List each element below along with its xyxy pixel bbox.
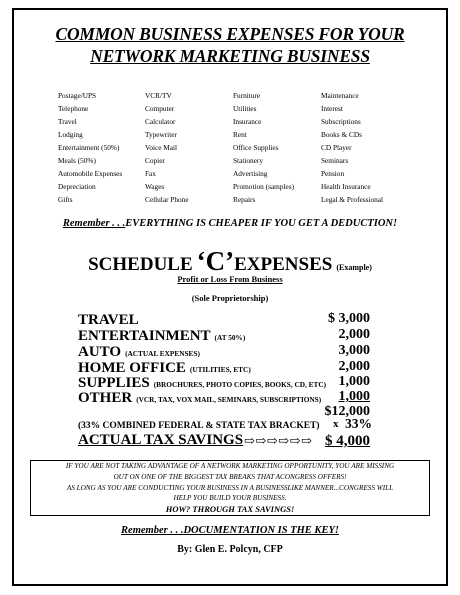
- schedule-c: ‘C’: [196, 246, 235, 276]
- expense-item: Insurance: [233, 117, 262, 126]
- expense-item: Calculator: [145, 117, 176, 126]
- row-label: OTHER: [78, 390, 133, 406]
- expense-item: Lodging: [58, 130, 83, 139]
- expense-item: Books & CDs: [321, 130, 362, 139]
- expense-grid: [58, 89, 423, 206]
- box-how: HOW?: [165, 504, 191, 515]
- expense-item: Postage/UPS: [58, 91, 97, 100]
- row-note: (BROCHURES, PHOTO COPIES, BOOKS, CD, ETC): [153, 380, 327, 389]
- expense-item: Health Insurance: [321, 182, 371, 191]
- expense-item: Office Supplies: [233, 143, 279, 152]
- row-label: TRAVEL: [78, 312, 139, 328]
- row-value: 2,000: [338, 359, 370, 374]
- subtitle-profit-loss: Profit or Loss From Business: [177, 274, 283, 284]
- expense-item: Computer: [145, 104, 175, 113]
- title-line-1: COMMON BUSINESS EXPENSES FOR YOUR: [55, 24, 405, 44]
- documentation-text: DOCUMENTATION IS THE KEY!: [183, 525, 339, 536]
- total-value: $12,000: [324, 404, 370, 419]
- box-line: IF YOU ARE NOT TAKING ADVANTAGE OF A NETWORK MARKETING OPPORTUNITY, YOU ARE MISSING: [65, 462, 395, 470]
- schedule-example: (Example): [336, 263, 372, 272]
- documentation-reminder: [0, 525, 460, 536]
- box-how-line: [31, 504, 429, 515]
- row-label: ENTERTAINMENT: [78, 328, 211, 344]
- deduction-text: EVERYTHING IS CHEAPER IF YOU GET A DEDUCTION!: [125, 218, 398, 229]
- expense-item: Gifts: [58, 195, 73, 204]
- expense-item: Pension: [321, 169, 345, 178]
- expense-item: Interest: [321, 104, 343, 113]
- expense-item: Travel: [58, 117, 77, 126]
- tax-percent: 33%: [345, 416, 372, 431]
- expense-item: Telephone: [58, 104, 89, 113]
- expense-item: Entertainment (50%): [58, 143, 120, 152]
- schedule-word: SCHEDULE: [88, 254, 193, 275]
- expense-item: Stationery: [233, 156, 263, 165]
- expense-item: Utilities: [233, 104, 257, 113]
- remember-prefix: Remember . . .: [62, 218, 126, 229]
- expense-item: Meals (50%): [58, 156, 96, 165]
- row-label: HOME OFFICE: [78, 360, 186, 376]
- author-credit: By: Glen E. Polcyn, CFP: [177, 544, 283, 555]
- schedule-expenses: EXPENSES: [234, 254, 333, 275]
- box-line: OUT ON ONE OF THE BIGGEST TAX BREAKS THAT ACONGRESS OFFERS!: [113, 472, 347, 481]
- expense-item: Depreciation: [58, 182, 96, 191]
- expense-item: Promotion (samples): [233, 182, 295, 191]
- title-line-2: NETWORK MARKETING BUSINESS: [90, 46, 370, 66]
- box-line: HELP YOU BUILD YOUR BUSINESS.: [173, 494, 287, 503]
- expense-item: Furniture: [233, 91, 261, 100]
- expense-item: CD Player: [321, 143, 352, 152]
- expense-item: Automobile Expenses: [58, 169, 123, 178]
- row-note: (VCR, TAX, VOX MAIL, SEMINARS, SUBSCRIPTIONS): [136, 395, 322, 404]
- expense-item: Subscriptions: [321, 117, 361, 126]
- expense-item: Cellular Phone: [145, 195, 189, 204]
- tax-bracket-text: (33% COMBINED FEDERAL & STATE TAX BRACKET): [78, 421, 320, 431]
- expense-item: VCR/TV: [145, 91, 172, 100]
- row-note: (UTILITIES, ETC): [189, 365, 251, 374]
- row-label: AUTO: [78, 344, 122, 360]
- box-line: AS LONG AS YOU ARE CONDUCTING YOUR BUSINESS IN A BUSINESSLIKE MANNER...CONGRESS WILL: [66, 483, 394, 492]
- savings-value: $ 4,000: [325, 433, 370, 449]
- deduction-reminder: [0, 218, 460, 229]
- opportunity-box: [30, 460, 430, 516]
- multiply-sign: x: [333, 418, 339, 430]
- row-value: 1,000: [338, 374, 370, 389]
- expense-item: Copier: [145, 156, 165, 165]
- remember-prefix: Remember . . .: [121, 525, 184, 536]
- expense-item: Legal & Professional: [321, 195, 384, 204]
- expense-item: Rent: [233, 130, 247, 139]
- row-note: (AT 50%): [214, 333, 246, 342]
- row-value: 1,000: [338, 389, 370, 404]
- expense-item: Voice Mail: [145, 143, 178, 152]
- arrow-icons: ⇨⇨⇨⇨⇨⇨: [244, 433, 313, 448]
- row-value: 2,000: [338, 327, 370, 342]
- expense-item: Advertising: [233, 169, 268, 178]
- expense-row-other: [78, 389, 321, 407]
- expense-item: Wages: [145, 182, 165, 191]
- box-how-rest: THROUGH TAX SAVINGS!: [192, 504, 295, 515]
- expense-item: Typewriter: [145, 130, 177, 139]
- expense-item: Repairs: [233, 195, 256, 204]
- expense-item: Seminars: [321, 156, 349, 165]
- row-value: $ 3,000: [328, 311, 370, 326]
- subtitle-sole-proprietorship: (Sole Proprietorship): [191, 293, 269, 303]
- schedule-heading: [0, 246, 460, 277]
- row-note: (ACTUAL EXPENSES): [125, 349, 200, 358]
- row-label: SUPPLIES: [78, 375, 150, 391]
- row-value: 3,000: [338, 343, 370, 358]
- expense-item: Fax: [145, 169, 156, 178]
- expense-item: Maintenance: [321, 91, 359, 100]
- savings-label: ACTUAL TAX SAVINGS: [78, 432, 244, 448]
